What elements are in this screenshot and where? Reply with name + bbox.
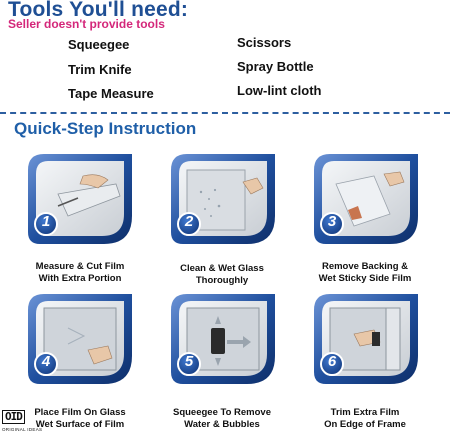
- step-caption-line: Measure & Cut Film: [35, 261, 125, 272]
- step-card-2: [171, 154, 275, 244]
- step-caption-line: Thoroughly: [195, 275, 249, 286]
- tool-item: Low-lint cloth: [237, 83, 322, 98]
- step-number-badge: 6: [327, 353, 337, 370]
- tool-item: Spray Bottle: [237, 59, 314, 74]
- step-caption-1: [5, 261, 155, 285]
- step-caption-line: Water & Bubbles: [184, 419, 260, 430]
- step-card-3: [314, 154, 418, 244]
- step-caption-line: Wet Sticky Side Film: [318, 273, 412, 284]
- step-number-badge: 1: [41, 213, 51, 230]
- step-caption-5: [147, 407, 297, 431]
- step-caption-line: Clean & Wet Glass: [180, 263, 264, 274]
- tool-item: Tape Measure: [68, 86, 154, 101]
- logo-caption: ORIGINAL IDEAS: [2, 427, 43, 432]
- seller-note: Seller doesn't provide tools: [8, 17, 165, 31]
- step-caption-line: Trim Extra Film: [330, 407, 400, 418]
- step-card-1: [28, 154, 132, 244]
- step-number-badge: 4: [41, 353, 51, 370]
- step-card-5: [171, 294, 275, 384]
- tool-item: Trim Knife: [68, 62, 132, 77]
- step-number-badge: 3: [327, 213, 337, 230]
- step-caption-line: With Extra Portion: [38, 273, 122, 284]
- step-caption-line: Place Film On Glass: [34, 407, 126, 418]
- tool-item: Scissors: [237, 35, 292, 50]
- brand-logo: [2, 407, 42, 432]
- step-caption-line: Wet Surface of Film: [35, 419, 125, 430]
- section-divider: [0, 112, 450, 114]
- step-card-6: [314, 294, 418, 384]
- step-caption-line: On Edge of Frame: [324, 419, 406, 430]
- step-caption-line: Remove Backing &: [321, 261, 409, 272]
- logo-mark: OID: [2, 410, 25, 424]
- step-caption-6: [290, 407, 440, 431]
- step-caption-2: [147, 263, 297, 287]
- step-number-badge: 5: [184, 353, 194, 370]
- tools-title: Tools You'll need:: [8, 0, 189, 21]
- quick-step-title: Quick-Step Instruction: [14, 119, 197, 138]
- tool-item: Squeegee: [68, 37, 130, 52]
- step-number-badge: 2: [184, 213, 194, 230]
- step-caption-line: Squeegee To Remove: [172, 407, 272, 418]
- step-card-4: [28, 294, 132, 384]
- step-caption-3: [290, 261, 440, 285]
